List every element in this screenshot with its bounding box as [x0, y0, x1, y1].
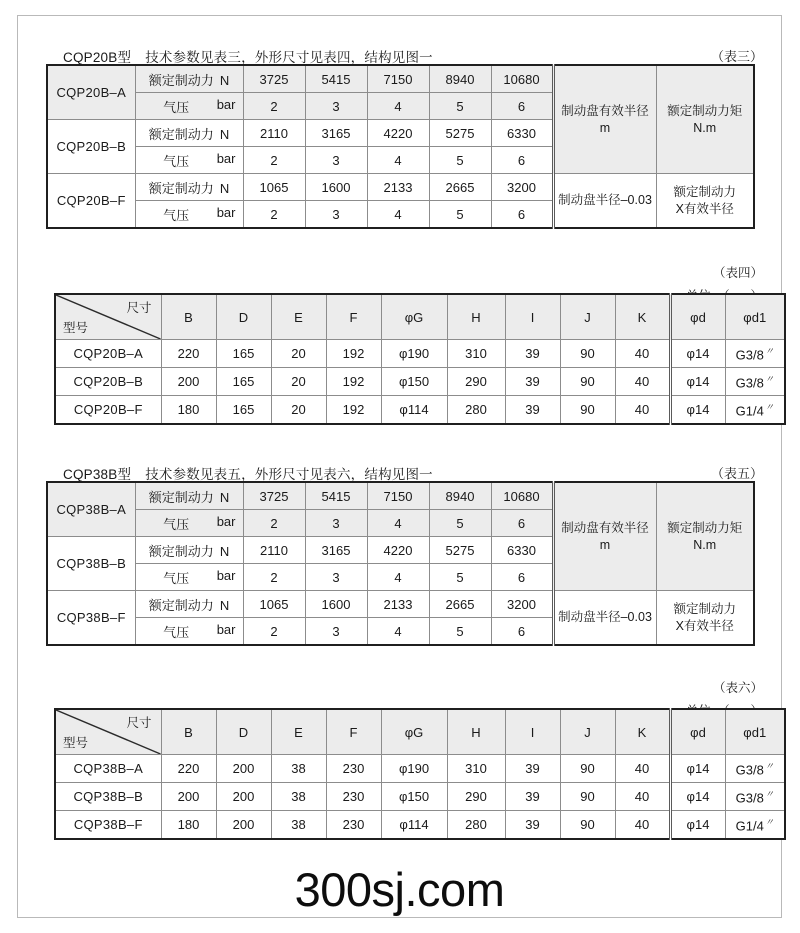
corner-dim-label: 尺寸	[126, 716, 152, 730]
force-label-text: 额定制动力	[148, 489, 214, 505]
table-row	[55, 755, 785, 783]
dim-cell: 90	[560, 811, 615, 840]
dim-col-header: E	[271, 709, 326, 755]
dim-cell: 40	[615, 340, 670, 368]
dim-cell: 90	[560, 783, 615, 811]
dim-cell: 39	[505, 783, 560, 811]
desc-formula-torque-line2: X有效半径	[675, 201, 734, 216]
dim-col-header: φd	[670, 709, 725, 755]
table-row	[47, 591, 754, 618]
cell-force: 2133	[367, 174, 429, 201]
force-unit: N	[219, 597, 230, 613]
dim-cell: 230	[326, 811, 381, 840]
pressure-unit: bar	[216, 204, 236, 220]
pressure-label-text: 气压	[163, 624, 190, 640]
dim-cell-thread	[725, 368, 785, 396]
cell-pressure: 6	[491, 618, 553, 646]
dim-table-label-1: （表四）	[712, 266, 763, 280]
cell-force: 1065	[243, 591, 305, 618]
cell-pressure: 6	[491, 510, 553, 537]
param-pressure-label	[135, 93, 243, 120]
param-pressure-label	[135, 564, 243, 591]
dim-cell: 90	[560, 368, 615, 396]
dim-cell: 200	[161, 368, 216, 396]
dim-cell: 90	[560, 340, 615, 368]
dim-cell: 39	[505, 368, 560, 396]
table-label-1: （表三）	[710, 49, 763, 64]
desc-radius-line2: m	[599, 537, 611, 552]
cell-pressure: 6	[491, 93, 553, 120]
dim-col-header: D	[216, 294, 271, 340]
cell-force: 8940	[429, 482, 491, 510]
table-row	[47, 482, 754, 510]
desc-formula-torque-line1: 额定制动力	[673, 601, 736, 616]
thread-size: G3/8	[735, 790, 764, 806]
thread-size: G3/8	[735, 762, 764, 778]
table-label-2: （表五）	[710, 466, 763, 481]
cell-pressure: 3	[305, 564, 367, 591]
dim-cell: 20	[271, 340, 326, 368]
cell-force: 2133	[367, 591, 429, 618]
caption-model-2: CQP38B型	[63, 467, 132, 482]
dim-col-header: φG	[381, 709, 447, 755]
dim-cell: 310	[447, 755, 505, 783]
cell-force: 4220	[367, 120, 429, 147]
dim-cell: 200	[216, 811, 271, 840]
dim-cell: 39	[505, 340, 560, 368]
inch-mark: 〃	[764, 817, 774, 828]
dim-cell: 280	[447, 811, 505, 840]
cell-pressure: 2	[243, 564, 305, 591]
dim-cell: 39	[505, 755, 560, 783]
dim-row-model: CQP38B–A	[55, 755, 161, 783]
table-row	[47, 65, 754, 93]
row-model-label: CQP20B–B	[47, 120, 135, 174]
spec-table-2	[46, 481, 755, 646]
dim-cell: 310	[447, 340, 505, 368]
dim-cell: 280	[447, 396, 505, 425]
cell-pressure: 2	[243, 201, 305, 229]
cell-pressure: 6	[491, 147, 553, 174]
dim-cell-thread	[725, 340, 785, 368]
dim-table-label-2: （表六）	[712, 681, 763, 695]
dim-cell: 200	[161, 783, 216, 811]
row-model-label: CQP38B–B	[47, 537, 135, 591]
cell-pressure: 2	[243, 618, 305, 646]
dim-cell: 165	[216, 368, 271, 396]
dim-cell: φ114	[381, 811, 447, 840]
pressure-label-text: 气压	[163, 570, 190, 586]
table-row	[55, 340, 785, 368]
dim-cell: 230	[326, 783, 381, 811]
cell-force: 6330	[491, 120, 553, 147]
cell-force: 5275	[429, 120, 491, 147]
cell-force: 6330	[491, 537, 553, 564]
caption-desc-1: 技术参数见表三，外形尺寸见表四，结构见图一	[145, 50, 433, 65]
dim-col-header: H	[447, 709, 505, 755]
pressure-unit: bar	[216, 96, 236, 112]
dim-cell: 20	[271, 396, 326, 425]
dim-cell: 230	[326, 755, 381, 783]
dim-col-header: E	[271, 294, 326, 340]
cell-force: 1600	[305, 174, 367, 201]
dim-cell-thread	[725, 783, 785, 811]
cell-force: 2665	[429, 591, 491, 618]
dim-cell: φ14	[670, 755, 725, 783]
dim-header-row	[55, 709, 785, 755]
dim-col-header: B	[161, 709, 216, 755]
pressure-unit: bar	[216, 513, 236, 529]
desc-radius-line1: 制动盘有效半径	[561, 103, 649, 118]
cell-force: 5415	[305, 482, 367, 510]
desc-formula-torque-line2: X有效半径	[675, 618, 734, 633]
table-row	[47, 174, 754, 201]
corner-model-label: 型号	[63, 321, 89, 335]
inch-mark: 〃	[764, 374, 774, 385]
cell-force: 5415	[305, 65, 367, 93]
dim-cell: 40	[615, 368, 670, 396]
force-unit: N	[219, 126, 230, 142]
param-pressure-label	[135, 147, 243, 174]
cell-pressure: 2	[243, 93, 305, 120]
force-unit: N	[219, 180, 230, 196]
dim-cell: 165	[216, 340, 271, 368]
dim-cell-thread	[725, 396, 785, 425]
cell-force: 2110	[243, 537, 305, 564]
cell-force: 3200	[491, 591, 553, 618]
dim-cell: 20	[271, 368, 326, 396]
corner-header-cell	[55, 294, 161, 340]
row-model-label: CQP38B–A	[47, 482, 135, 537]
dim-col-header: I	[505, 294, 560, 340]
dim-row-model: CQP20B–B	[55, 368, 161, 396]
dim-cell: 39	[505, 396, 560, 425]
param-force-label	[135, 120, 243, 147]
dim-col-header: φd1	[725, 709, 785, 755]
dim-cell: 192	[326, 368, 381, 396]
dim-cell: φ14	[670, 340, 725, 368]
dim-cell: 38	[271, 811, 326, 840]
dim-table-2	[54, 708, 786, 840]
thread-size: G3/8	[735, 347, 764, 363]
dim-col-header: I	[505, 709, 560, 755]
cell-force: 3165	[305, 537, 367, 564]
thread-size: G1/4	[735, 818, 764, 834]
dim-cell: 40	[615, 783, 670, 811]
dim-cell: 180	[161, 811, 216, 840]
dim-row-model: CQP20B–F	[55, 396, 161, 425]
pressure-label-text: 气压	[163, 207, 190, 223]
cell-pressure: 4	[367, 201, 429, 229]
cell-pressure: 3	[305, 201, 367, 229]
cell-pressure: 3	[305, 147, 367, 174]
dim-cell: 40	[615, 811, 670, 840]
dim-cell: 290	[447, 368, 505, 396]
dim-cell: φ150	[381, 783, 447, 811]
cell-pressure: 3	[305, 510, 367, 537]
inch-mark: 〃	[764, 402, 774, 413]
dim-cell: 192	[326, 396, 381, 425]
cell-pressure: 3	[305, 93, 367, 120]
row-model-label: CQP20B–F	[47, 174, 135, 229]
dim-cell: 165	[216, 396, 271, 425]
inch-mark: 〃	[764, 789, 774, 800]
dim-cell: 39	[505, 811, 560, 840]
caption-text-2	[63, 463, 433, 483]
cell-force: 7150	[367, 482, 429, 510]
force-label-text: 额定制动力	[148, 72, 214, 88]
cell-force: 2110	[243, 120, 305, 147]
pressure-label-text: 气压	[163, 516, 190, 532]
dim-cell: 40	[615, 396, 670, 425]
desc-header-radius	[553, 65, 656, 174]
dim-cell: 290	[447, 783, 505, 811]
dim-cell: φ190	[381, 755, 447, 783]
desc-formula-radius: 制动盘半径–0.03	[553, 591, 656, 646]
dim-cell: 90	[560, 396, 615, 425]
cell-pressure: 5	[429, 564, 491, 591]
desc-formula-radius: 制动盘半径–0.03	[553, 174, 656, 229]
dim-col-header: F	[326, 294, 381, 340]
corner-header-cell	[55, 709, 161, 755]
cell-pressure: 4	[367, 510, 429, 537]
dim-col-header: H	[447, 294, 505, 340]
cell-pressure: 5	[429, 510, 491, 537]
row-model-label: CQP20B–A	[47, 65, 135, 120]
cell-pressure: 5	[429, 93, 491, 120]
dim-cell-thread	[725, 755, 785, 783]
cell-pressure: 6	[491, 201, 553, 229]
table-row	[55, 396, 785, 425]
dim-cell: φ14	[670, 368, 725, 396]
cell-pressure: 6	[491, 564, 553, 591]
dim-row-model: CQP38B–F	[55, 811, 161, 840]
dim-col-header: K	[615, 709, 670, 755]
row-model-label: CQP38B–F	[47, 591, 135, 646]
desc-radius-line1: 制动盘有效半径	[561, 520, 649, 535]
cell-force: 4220	[367, 537, 429, 564]
dim-cell: 38	[271, 783, 326, 811]
corner-dim-label: 尺寸	[126, 301, 152, 315]
watermark: 300sj.com	[294, 863, 505, 916]
dim-cell-thread	[725, 811, 785, 840]
dim-col-header: J	[560, 294, 615, 340]
dim-cell: 192	[326, 340, 381, 368]
cell-pressure: 5	[429, 147, 491, 174]
cell-pressure: 4	[367, 618, 429, 646]
desc-torque-line1: 额定制动力矩	[667, 103, 743, 118]
pressure-unit: bar	[216, 150, 236, 166]
dim-col-header: F	[326, 709, 381, 755]
corner-model-label: 型号	[63, 736, 89, 750]
inch-mark: 〃	[764, 761, 774, 772]
param-force-label	[135, 537, 243, 564]
dim-col-header: φd1	[725, 294, 785, 340]
dim-table-1	[54, 293, 786, 425]
dim-col-header: φG	[381, 294, 447, 340]
pressure-label-text: 气压	[163, 153, 190, 169]
cell-force: 3725	[243, 482, 305, 510]
dim-cell: φ14	[670, 783, 725, 811]
force-unit: N	[219, 489, 230, 505]
dim-col-header: φd	[670, 294, 725, 340]
dim-cell: 220	[161, 340, 216, 368]
desc-header-radius	[553, 482, 656, 591]
param-force-label	[135, 482, 243, 510]
force-label-text: 额定制动力	[148, 597, 214, 613]
thread-size: G1/4	[735, 403, 764, 419]
cell-force: 3725	[243, 65, 305, 93]
dim-cell: φ14	[670, 811, 725, 840]
table-row	[55, 783, 785, 811]
cell-force: 10680	[491, 65, 553, 93]
dim-cell: 200	[216, 755, 271, 783]
cell-force: 1065	[243, 174, 305, 201]
cell-force: 7150	[367, 65, 429, 93]
desc-formula-torque-line1: 额定制动力	[673, 184, 736, 199]
force-label-text: 额定制动力	[148, 180, 214, 196]
force-unit: N	[219, 543, 230, 559]
cell-pressure: 2	[243, 147, 305, 174]
param-force-label	[135, 591, 243, 618]
desc-formula-torque	[656, 174, 754, 229]
desc-torque-line1: 额定制动力矩	[667, 520, 743, 535]
spec-table-1	[46, 64, 755, 229]
cell-force: 3200	[491, 174, 553, 201]
dim-cell: φ114	[381, 396, 447, 425]
desc-torque-line2: N.m	[693, 537, 717, 552]
table-row	[55, 368, 785, 396]
page-frame	[17, 15, 782, 918]
cell-pressure: 5	[429, 201, 491, 229]
caption-model-1: CQP20B型	[63, 50, 132, 65]
dim-cell: 38	[271, 755, 326, 783]
cell-pressure: 3	[305, 618, 367, 646]
pressure-unit: bar	[216, 621, 236, 637]
cell-force: 10680	[491, 482, 553, 510]
dim-cell: 90	[560, 755, 615, 783]
dim-cell: φ14	[670, 396, 725, 425]
pressure-unit: bar	[216, 567, 236, 583]
dim-cell: 180	[161, 396, 216, 425]
desc-header-torque	[656, 65, 754, 174]
table-row	[55, 811, 785, 840]
dim-cell: 220	[161, 755, 216, 783]
dim-row-model: CQP20B–A	[55, 340, 161, 368]
dim-col-header: K	[615, 294, 670, 340]
param-pressure-label	[135, 201, 243, 229]
param-force-label	[135, 174, 243, 201]
force-label-text: 额定制动力	[148, 126, 214, 142]
desc-torque-line2: N.m	[693, 120, 717, 135]
force-label-text: 额定制动力	[148, 543, 214, 559]
pressure-label-text: 气压	[163, 99, 190, 115]
desc-radius-line2: m	[599, 120, 611, 135]
cell-pressure: 2	[243, 510, 305, 537]
cell-pressure: 5	[429, 618, 491, 646]
param-pressure-label	[135, 510, 243, 537]
caption-text-1	[63, 46, 433, 66]
cell-force: 8940	[429, 65, 491, 93]
thread-size: G3/8	[735, 375, 764, 391]
desc-formula-torque	[656, 591, 754, 646]
desc-header-torque	[656, 482, 754, 591]
dim-col-header: B	[161, 294, 216, 340]
dim-col-header: J	[560, 709, 615, 755]
cell-pressure: 4	[367, 93, 429, 120]
param-force-label	[135, 65, 243, 93]
dim-cell: φ150	[381, 368, 447, 396]
cell-force: 1600	[305, 591, 367, 618]
param-pressure-label	[135, 618, 243, 646]
cell-force: 2665	[429, 174, 491, 201]
force-unit: N	[219, 72, 230, 88]
cell-pressure: 4	[367, 564, 429, 591]
caption-desc-2: 技术参数见表五，外形尺寸见表六，结构见图一	[145, 467, 433, 482]
dim-row-model: CQP38B–B	[55, 783, 161, 811]
dim-cell: φ190	[381, 340, 447, 368]
dim-cell: 40	[615, 755, 670, 783]
inch-mark: 〃	[764, 346, 774, 357]
cell-pressure: 4	[367, 147, 429, 174]
dim-header-row	[55, 294, 785, 340]
cell-force: 5275	[429, 537, 491, 564]
dim-cell: 200	[216, 783, 271, 811]
dim-col-header: D	[216, 709, 271, 755]
cell-force: 3165	[305, 120, 367, 147]
